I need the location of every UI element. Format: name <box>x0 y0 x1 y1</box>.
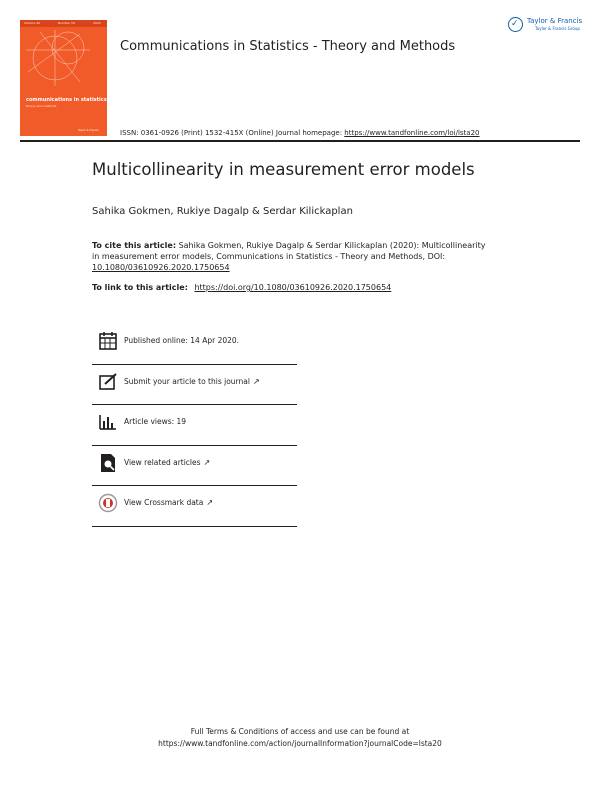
logo-name: Taylor & Francis <box>527 17 583 25</box>
crossmark-link[interactable]: View Crossmark data ↗ <box>124 498 214 507</box>
submit-article-link[interactable]: Submit your article to this journal ↗ <box>124 376 260 386</box>
logo-subtitle: Taylor & Francis Group <box>535 26 580 31</box>
article-views-text: Article views: 19 <box>124 417 187 426</box>
info-related-articles[interactable] <box>92 446 297 487</box>
article-title: Multicollinearity in measurement error models <box>92 160 475 179</box>
cite-doi-link[interactable]: 10.1080/03610926.2020.1750654 <box>92 263 230 272</box>
footer-terms-text: Full Terms & Conditions of access and use can be found at <box>190 727 410 736</box>
cover-volume: Volume 49 <box>24 21 40 25</box>
citation-block <box>92 240 487 273</box>
journal-cover <box>20 20 107 136</box>
cover-year: 2020 <box>93 21 101 25</box>
external-link-icon: ↗ <box>206 498 214 507</box>
article-doi-link[interactable]: https://doi.org/10.1080/03610926.2020.1750654 <box>194 283 392 292</box>
cover-publisher: Taylor & Francis <box>78 129 99 132</box>
header-divider <box>20 140 580 142</box>
info-crossmark[interactable] <box>92 486 297 527</box>
issn-line <box>120 129 479 137</box>
search-document-icon <box>98 453 118 473</box>
info-article-views <box>92 405 297 446</box>
journal-title: Communications in Statistics - Theory and Methods <box>120 39 456 54</box>
article-info-list <box>92 324 297 527</box>
info-submit-article[interactable] <box>92 365 297 406</box>
link-label: To link to this article: <box>92 283 188 292</box>
info-published <box>92 324 297 365</box>
external-link-icon: ↗ <box>252 376 260 386</box>
article-link-line <box>92 283 391 292</box>
published-online-text: Published online: 14 Apr 2020. <box>124 336 240 345</box>
issn-text: ISSN: 0361-0926 (Print) 1532-415X (Online) Journal homepage: <box>120 129 343 137</box>
cite-text: Sahika Gokmen, Rukiye Dagalp & Serdar Kilickaplan (2020): Multicollinearity in measurement error models, Communications in Statistics - Theory and Methods, DOI: <box>92 241 486 261</box>
cover-number: Number 18 <box>58 21 75 25</box>
publisher-logo[interactable] <box>508 15 584 37</box>
cover-subtitle: theory and methods <box>26 104 57 108</box>
related-articles-link[interactable]: View related articles ↗ <box>124 457 211 467</box>
edit-icon <box>98 372 118 392</box>
external-link-icon: ↗ <box>203 457 211 467</box>
footer <box>0 726 600 750</box>
cover-geometric-art <box>20 20 107 136</box>
journal-homepage-link[interactable]: https://www.tandfonline.com/loi/lsta20 <box>344 129 480 137</box>
footer-terms-link[interactable]: https://www.tandfonline.com/action/journalInformation?journalCode=lsta20 <box>158 739 442 748</box>
article-authors: Sahika Gokmen, Rukiye Dagalp & Serdar Kilickaplan <box>92 206 353 217</box>
cite-label: To cite this article: <box>92 241 177 250</box>
cover-title: communications in statistics <box>26 97 107 103</box>
crossmark-icon <box>98 493 118 513</box>
calendar-icon <box>98 331 118 351</box>
bar-chart-icon <box>98 412 118 432</box>
tandf-logo-icon: ✓ <box>508 17 523 32</box>
